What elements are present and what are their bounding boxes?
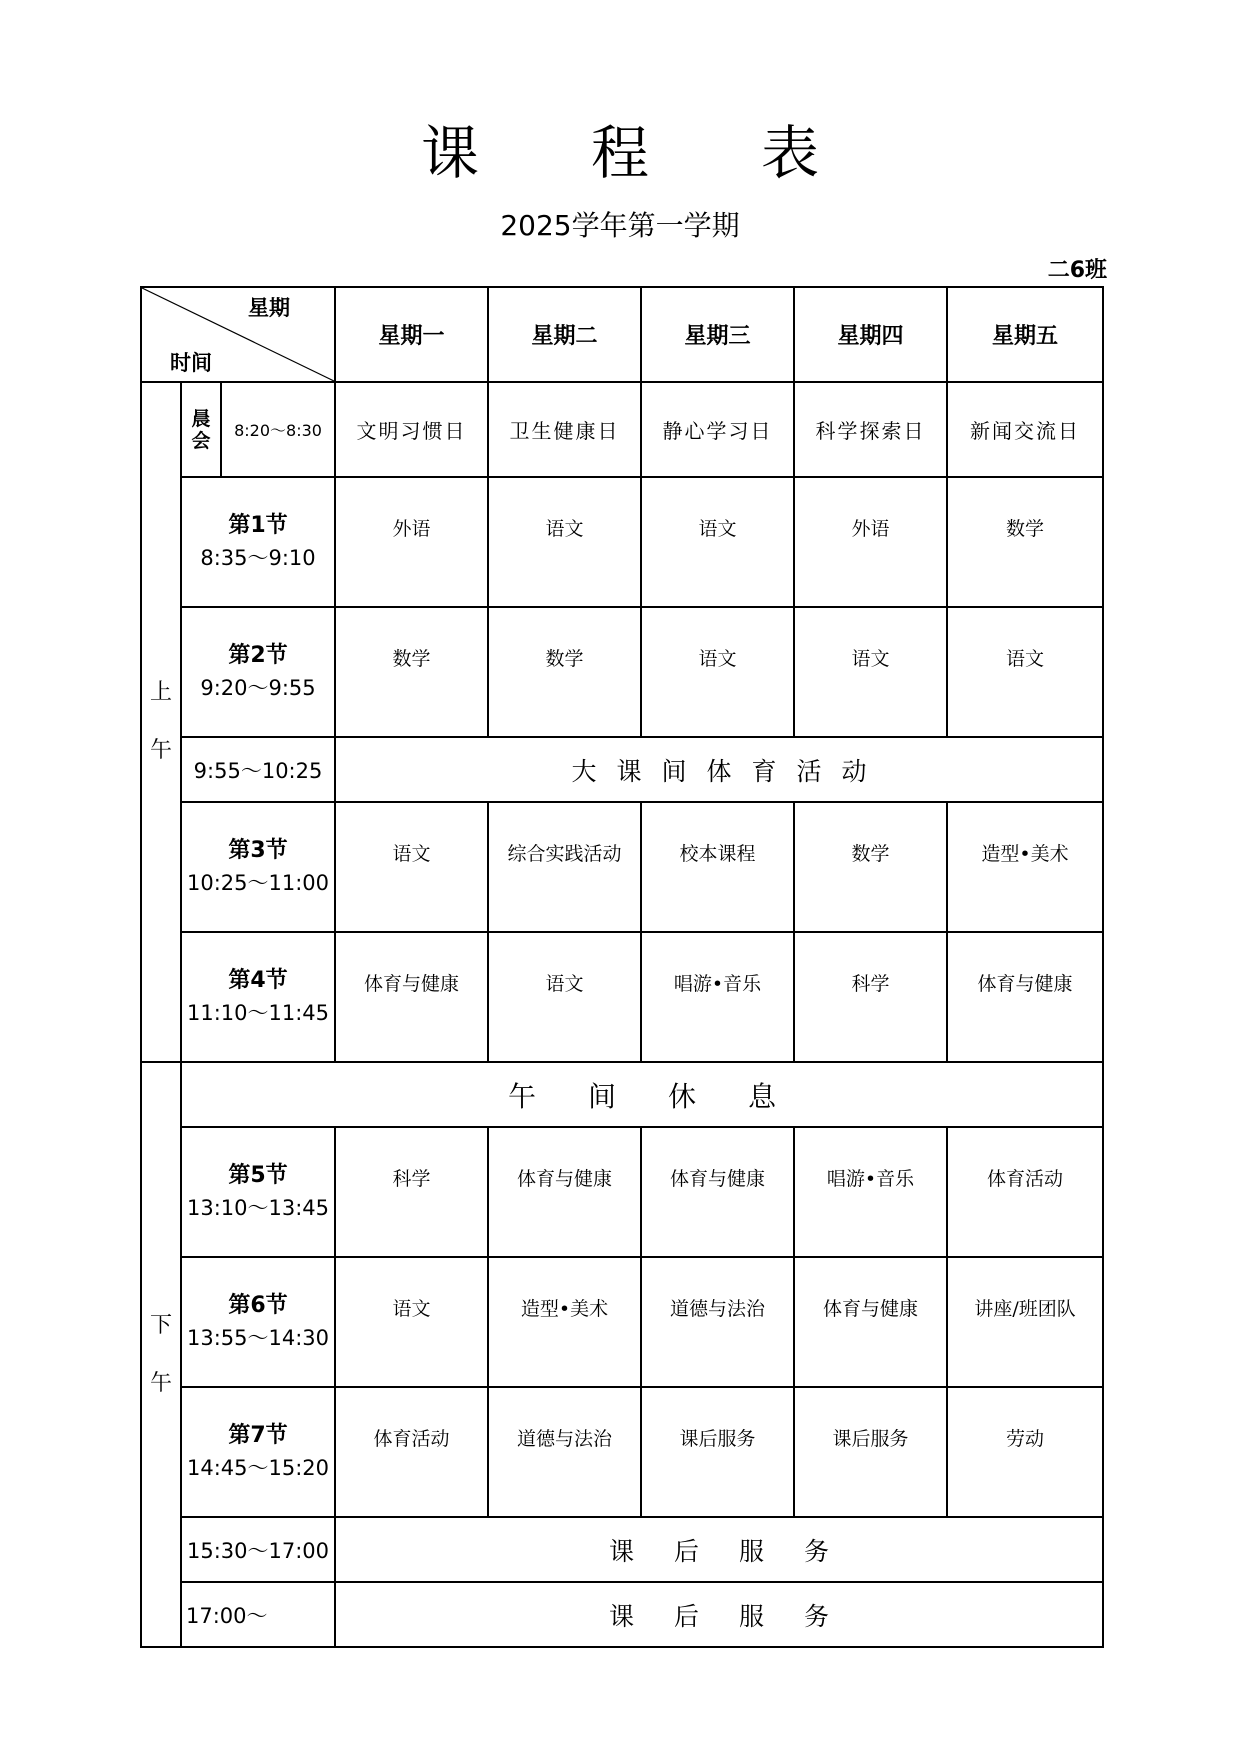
period-label	[181, 1257, 335, 1387]
period-row	[141, 802, 1103, 932]
schedule-table	[140, 286, 1104, 1648]
meeting-theme-tue: 卫生健康日	[488, 382, 641, 477]
lesson-cell: 语文	[641, 607, 794, 737]
big-break-activity: 大课间体育活动	[335, 737, 1103, 802]
morning-meeting-row	[141, 382, 1103, 477]
lesson-cell: 数学	[488, 607, 641, 737]
lesson-cell: 数学	[335, 607, 488, 737]
big-break-time: 9:55～10:25	[181, 737, 335, 802]
period-label	[181, 1127, 335, 1257]
lesson-cell: 外语	[794, 477, 947, 607]
lesson-cell: 体育与健康	[488, 1127, 641, 1257]
lesson-cell: 语文	[335, 1257, 488, 1387]
period-name: 第4节	[228, 968, 288, 993]
lesson-cell: 科学	[794, 932, 947, 1062]
lesson-cell: 体育与健康	[794, 1257, 947, 1387]
class-name: 二6班	[1047, 258, 1107, 283]
lesson-cell: 课后服务	[641, 1387, 794, 1517]
period-name: 第6节	[228, 1293, 288, 1318]
lesson-cell: 语文	[335, 802, 488, 932]
lesson-cell: 语文	[641, 477, 794, 607]
lesson-cell: 综合实践活动	[488, 802, 641, 932]
period-row	[141, 477, 1103, 607]
after-school-time: 15:30～17:00	[181, 1517, 335, 1582]
period-time: 13:10～13:45	[186, 1196, 330, 1220]
big-break-row	[141, 737, 1103, 802]
lesson-cell: 课后服务	[794, 1387, 947, 1517]
period-name: 第3节	[228, 838, 288, 863]
period-row	[141, 607, 1103, 737]
lesson-cell: 语文	[947, 607, 1103, 737]
morning-meeting-label: 晨会	[181, 382, 221, 477]
corner-header-cell	[141, 287, 335, 382]
lesson-cell: 数学	[947, 477, 1103, 607]
period-label	[181, 932, 335, 1062]
lesson-cell: 唱游•音乐	[641, 932, 794, 1062]
after-school-activity: 课后服务	[335, 1517, 1103, 1582]
corner-weekday-label: 星期	[248, 296, 291, 320]
lesson-cell: 体育活动	[947, 1127, 1103, 1257]
meeting-theme-mon: 文明习惯日	[335, 382, 488, 477]
day-header-tue: 星期二	[488, 287, 641, 382]
period-label	[181, 802, 335, 932]
lesson-cell: 科学	[335, 1127, 488, 1257]
lesson-cell: 道德与法治	[641, 1257, 794, 1387]
period-name: 第7节	[228, 1423, 288, 1448]
lesson-cell: 体育活动	[335, 1387, 488, 1517]
period-time: 10:25～11:00	[186, 871, 330, 895]
period-time: 14:45～15:20	[186, 1456, 330, 1480]
period-time: 8:35～9:10	[200, 546, 316, 570]
day-header-mon: 星期一	[335, 287, 488, 382]
period-time: 11:10～11:45	[186, 1001, 330, 1025]
page-title: 课程表	[420, 119, 931, 187]
period-label	[181, 477, 335, 607]
header-row	[141, 287, 1103, 382]
lesson-cell: 语文	[794, 607, 947, 737]
afternoon-section-label: 下午	[141, 1062, 181, 1647]
noon-break-row	[141, 1062, 1103, 1127]
period-row	[141, 1127, 1103, 1257]
after-school-row	[141, 1582, 1103, 1647]
after-school-time: 17:00～	[181, 1582, 335, 1647]
morning-meeting-time: 8:20～8:30	[221, 382, 335, 477]
lesson-cell: 唱游•音乐	[794, 1127, 947, 1257]
meeting-theme-fri: 新闻交流日	[947, 382, 1103, 477]
lesson-cell: 劳动	[947, 1387, 1103, 1517]
lesson-cell: 体育与健康	[947, 932, 1103, 1062]
noon-break-activity: 午间休息	[181, 1062, 1103, 1127]
period-name: 第2节	[228, 643, 288, 668]
meeting-theme-thu: 科学探索日	[794, 382, 947, 477]
lesson-cell: 讲座/班团队	[947, 1257, 1103, 1387]
period-time: 9:20～9:55	[200, 676, 316, 700]
lesson-cell: 体育与健康	[641, 1127, 794, 1257]
after-school-activity: 课后服务	[335, 1582, 1103, 1647]
period-name: 第5节	[228, 1163, 288, 1188]
period-row	[141, 932, 1103, 1062]
lesson-cell: 语文	[488, 477, 641, 607]
morning-section-label: 上午	[141, 382, 181, 1062]
period-label	[181, 607, 335, 737]
lesson-cell: 校本课程	[641, 802, 794, 932]
period-time: 13:55～14:30	[186, 1326, 330, 1350]
lesson-cell: 道德与法治	[488, 1387, 641, 1517]
period-row	[141, 1387, 1103, 1517]
period-row	[141, 1257, 1103, 1387]
meeting-theme-wed: 静心学习日	[641, 382, 794, 477]
lesson-cell: 语文	[488, 932, 641, 1062]
after-school-row	[141, 1517, 1103, 1582]
semester-subtitle: 2025学年第一学期	[500, 209, 740, 242]
day-header-thu: 星期四	[794, 287, 947, 382]
day-header-wed: 星期三	[641, 287, 794, 382]
period-name: 第1节	[228, 513, 288, 538]
lesson-cell: 体育与健康	[335, 932, 488, 1062]
period-label	[181, 1387, 335, 1517]
lesson-cell: 数学	[794, 802, 947, 932]
lesson-cell: 造型•美术	[488, 1257, 641, 1387]
lesson-cell: 造型•美术	[947, 802, 1103, 932]
corner-time-label: 时间	[170, 351, 212, 375]
lesson-cell: 外语	[335, 477, 488, 607]
day-header-fri: 星期五	[947, 287, 1103, 382]
